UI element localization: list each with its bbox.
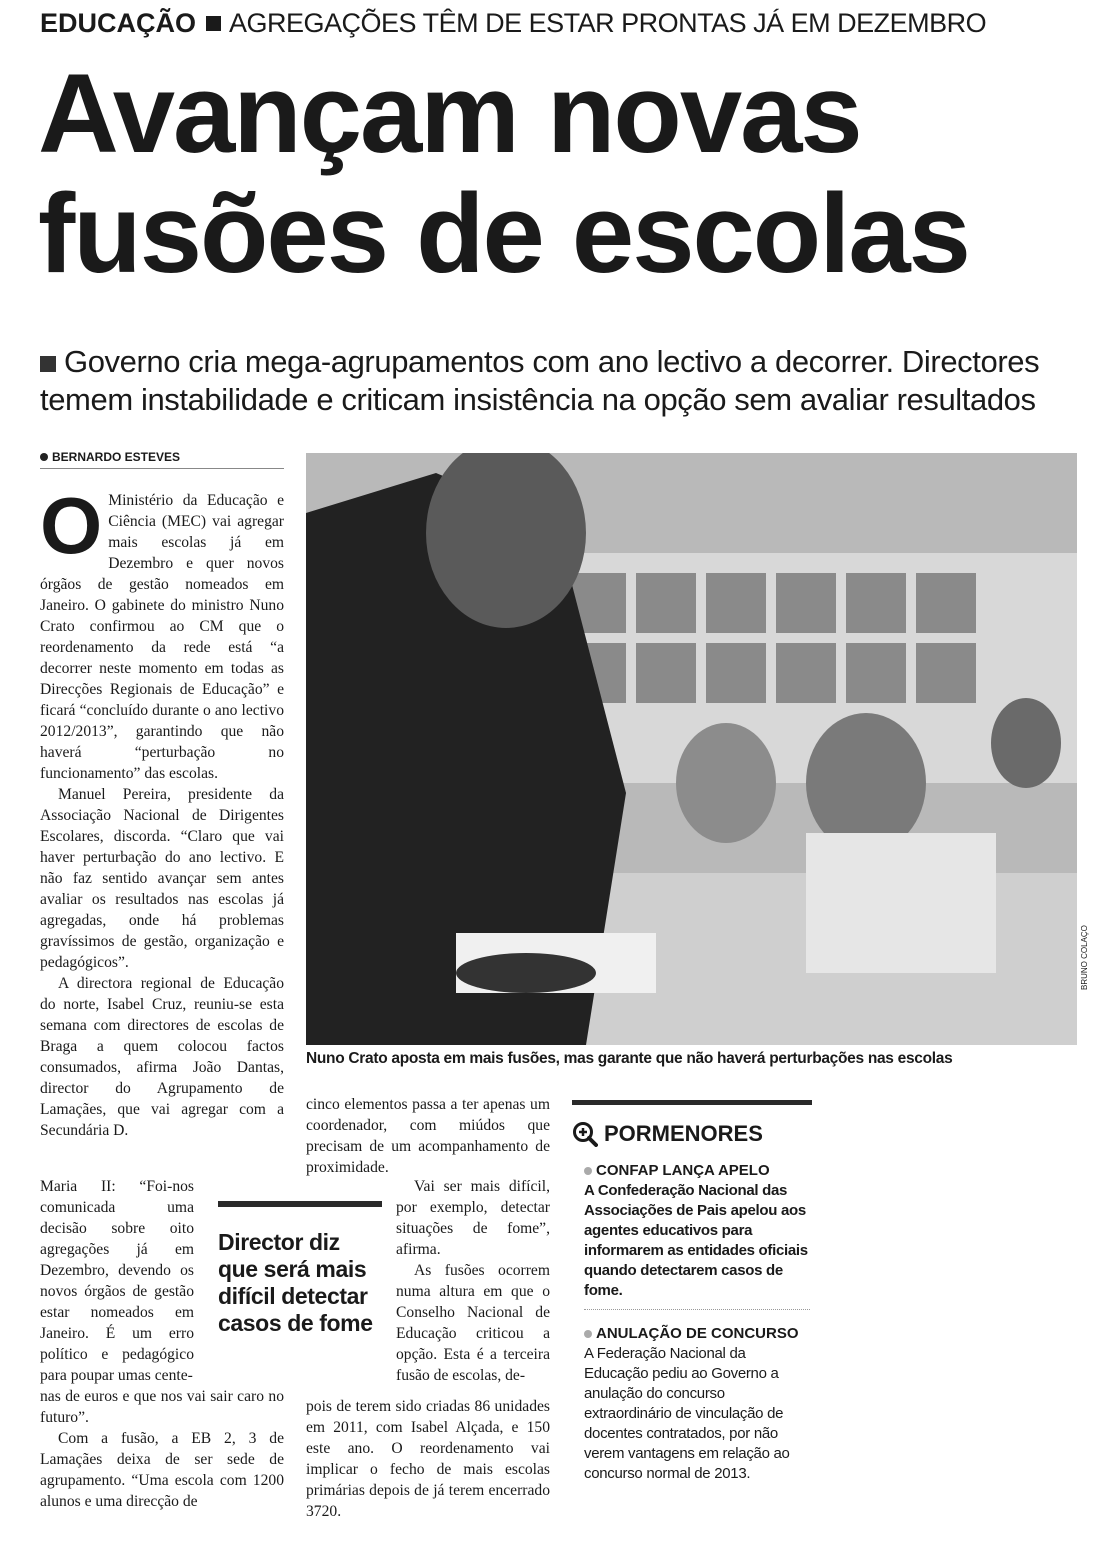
paragraph-5: As fusões ocorrem numa altura em que o Conselho Nacional de Educação criticou a opção. Esta é a terceira fusão de escolas, de- bbox=[396, 1262, 550, 1384]
article-column-2 bbox=[306, 1094, 550, 1178]
headline bbox=[38, 51, 969, 296]
divider bbox=[584, 1309, 810, 1310]
pormenores-item bbox=[572, 1324, 812, 1484]
article-column-1 bbox=[40, 481, 284, 1141]
article-column-2-narrow bbox=[396, 1176, 550, 1386]
bullet-dot-icon bbox=[40, 453, 48, 461]
item-heading: CONFAP LANÇA APELO bbox=[596, 1162, 770, 1179]
paragraph-1-text: Ministério da Educação e Ciência (MEC) vai agregar mais escolas já em Dezembro e quer novos órgãos de gestão nomeados em Janeiro. O gabinete do ministro Nuno Crato confirmou ao CM que o reordenamento da rede está “a decorrer neste momento em todas as Direcções Regionais de Educação” e ficará “concluído durante o ano lectivo 2012/2013”, garantindo que não haverá “perturbação no funcionamento” das escolas. bbox=[40, 492, 284, 782]
magnifier-plus-icon bbox=[572, 1121, 598, 1147]
headline-line-2: fusões de escolas bbox=[38, 171, 969, 296]
pormenores-box bbox=[572, 1100, 812, 1484]
bullet-dot-icon bbox=[584, 1167, 592, 1175]
paragraph-5-end: pois de terem sido criadas 86 unidades em 2011, com Isabel Alçada, e 150 este ano. O reordenamento vai implicar o fecho de mais escolas primárias depois de já terem encerrado 3720. bbox=[306, 1398, 550, 1520]
item-text: A Federação Nacional da Educação pediu ao Governo a anulação do concurso extraordinário de vinculação de docentes contratados, por não verem vantagens em relação ao concurso normal de 2013. bbox=[584, 1345, 790, 1482]
standfirst bbox=[40, 343, 1039, 419]
byline bbox=[40, 450, 284, 469]
item-heading: ANULAÇÃO DE CONCURSO bbox=[596, 1325, 799, 1342]
paragraph-4: Com a fusão, a EB 2, 3 de Lamaçães deixa de ser sede de agrupamento. “Uma escola com 1200 alunos e uma direcção de bbox=[40, 1430, 284, 1510]
pormenores-title bbox=[572, 1121, 812, 1147]
pull-quote: Director diz que será mais difícil detectar casos de fome bbox=[218, 1229, 373, 1336]
article-photo bbox=[306, 453, 1077, 1045]
paragraph-1 bbox=[40, 481, 284, 784]
paragraph-3-continued: Maria II: “Foi-nos comunicada uma decisão sobre oito agregações já em Dezembro, devendo os novos órgãos de gestão estar nomeados em Janeiro. É um erro político e pedagógico para poupar umas cente- bbox=[40, 1178, 194, 1384]
paragraph-2: Manuel Pereira, presidente da Associação Nacional de Dirigentes Escolares, discorda. “Claro que vai haver perturbação do ano lectivo. E não faz sentido avançar sem antes avaliar os resultados nas escolas já agregadas, onde há problemas gravíssimos de gestão, organização e pedagógicos”. bbox=[40, 786, 284, 971]
square-bullet-icon bbox=[206, 16, 221, 31]
pormenores-title-text: PORMENORES bbox=[604, 1121, 763, 1146]
bullet-dot-icon bbox=[584, 1330, 592, 1338]
section-kicker bbox=[40, 8, 986, 39]
paragraph-4-continued: cinco elementos passa a ter apenas um coordenador, com miúdos que precisam de um acompanhamento de proximidade. bbox=[306, 1096, 550, 1176]
paragraph-4-end: Vai ser mais difícil, por exemplo, detectar situações de fome”, afirma. bbox=[396, 1178, 550, 1258]
standfirst-line-1: Governo cria mega-agrupamentos com ano lectivo a decorrer. Directores bbox=[64, 344, 1040, 379]
item-text: A Confederação Nacional das Associações de Pais apelou aos agentes educativos para informarem as entidades oficiais quando detectarem casos de fome. bbox=[584, 1182, 808, 1299]
article-column-1-narrow bbox=[40, 1176, 194, 1386]
paragraph-3-end: nas de euros e que nos vai sair caro no futuro”. bbox=[40, 1388, 284, 1426]
kicker-subtitle: AGREGAÇÕES TÊM DE ESTAR PRONTAS JÁ EM DEZEMBRO bbox=[229, 8, 987, 38]
classroom-photo-illustration bbox=[306, 453, 1077, 1045]
byline-author: BERNARDO ESTEVES bbox=[52, 450, 181, 464]
drop-cap: O bbox=[40, 481, 103, 570]
headline-line-1: Avançam novas bbox=[38, 51, 861, 176]
photo-credit: BRUNO COLAÇO bbox=[1080, 925, 1089, 990]
article-column-1-bottom bbox=[40, 1386, 284, 1512]
pull-quote-box bbox=[218, 1201, 382, 1337]
standfirst-line-2: temem instabilidade e criticam insistência na opção sem avaliar resultados bbox=[40, 382, 1036, 417]
article-column-2-bottom bbox=[306, 1396, 550, 1522]
paragraph-3: A directora regional de Educação do norte, Isabel Cruz, reuniu-se esta semana com directores de escolas de Braga a quem colocou factos consumados, afirma João Dantas, director do Agrupamento de Lamaçães, que vai agregar com a Secundária D. bbox=[40, 975, 284, 1139]
photo-caption: Nuno Crato aposta em mais fusões, mas garante que não haverá perturbações nas escolas bbox=[306, 1050, 953, 1067]
pormenores-item bbox=[572, 1161, 812, 1301]
section-label: EDUCAÇÃO bbox=[40, 8, 197, 38]
square-bullet-icon bbox=[40, 356, 56, 372]
